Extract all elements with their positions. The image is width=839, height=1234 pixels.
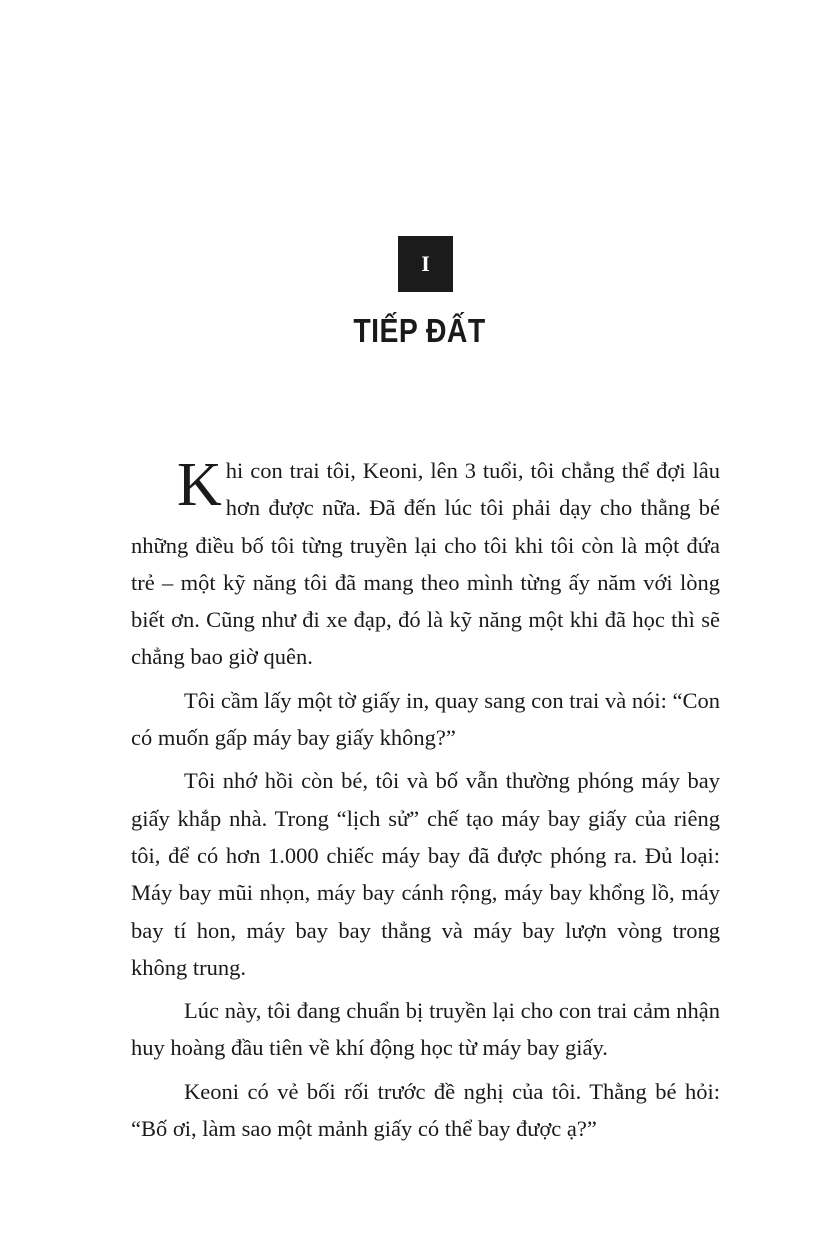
chapter-number: I <box>421 251 430 276</box>
paragraph: Keoni có vẻ bối rối trước đề nghị của tôi. Thằng bé hỏi: “Bố ơi, làm sao một mảnh giấy có thể bay được ạ?” <box>131 1078 720 1142</box>
paragraph: Tôi cầm lấy một tờ giấy in, quay sang con trai và nói: “Con có muốn gấp máy bay giấy không?” <box>131 687 720 751</box>
paragraph: Tôi nhớ hồi còn bé, tôi và bố vẫn thường phóng máy bay giấy khắp nhà. Trong “lịch sử” chế tạo máy bay giấy của riêng tôi, để có hơn 1.000 chiếc máy bay đã được phóng ra. Đủ loại: Máy bay mũi nhọn, máy bay cánh rộng, máy bay khổng lồ, máy bay tí hon, máy bay bay thẳng và máy bay lượn vòng trong không trung. <box>131 768 720 980</box>
drop-cap: K <box>177 451 222 519</box>
chapter-number-box <box>398 236 453 292</box>
paragraph-text: hi con trai tôi, Keoni, lên 3 tuổi, tôi chẳng thể đợi lâu hơn được nữa. Đã đến lúc tôi phải dạy cho thằng bé những điều bố tôi từng truyền lại cho tôi khi tôi còn là một đứa trẻ – một kỹ năng tôi đã mang theo mình từng ấy năm với lòng biết ơn. Cũng như đi xe đạp, đó là kỹ năng một khi đã học thì sẽ chẳng bao giờ quên. <box>131 458 720 670</box>
paragraph: Lúc này, tôi đang chuẩn bị truyền lại cho con trai cảm nhận huy hoàng đầu tiên về khí động học từ máy bay giấy. <box>131 998 720 1061</box>
chapter-title: TIẾP ĐẤT <box>353 312 486 349</box>
paragraph <box>131 452 720 676</box>
chapter-body <box>131 452 720 1153</box>
